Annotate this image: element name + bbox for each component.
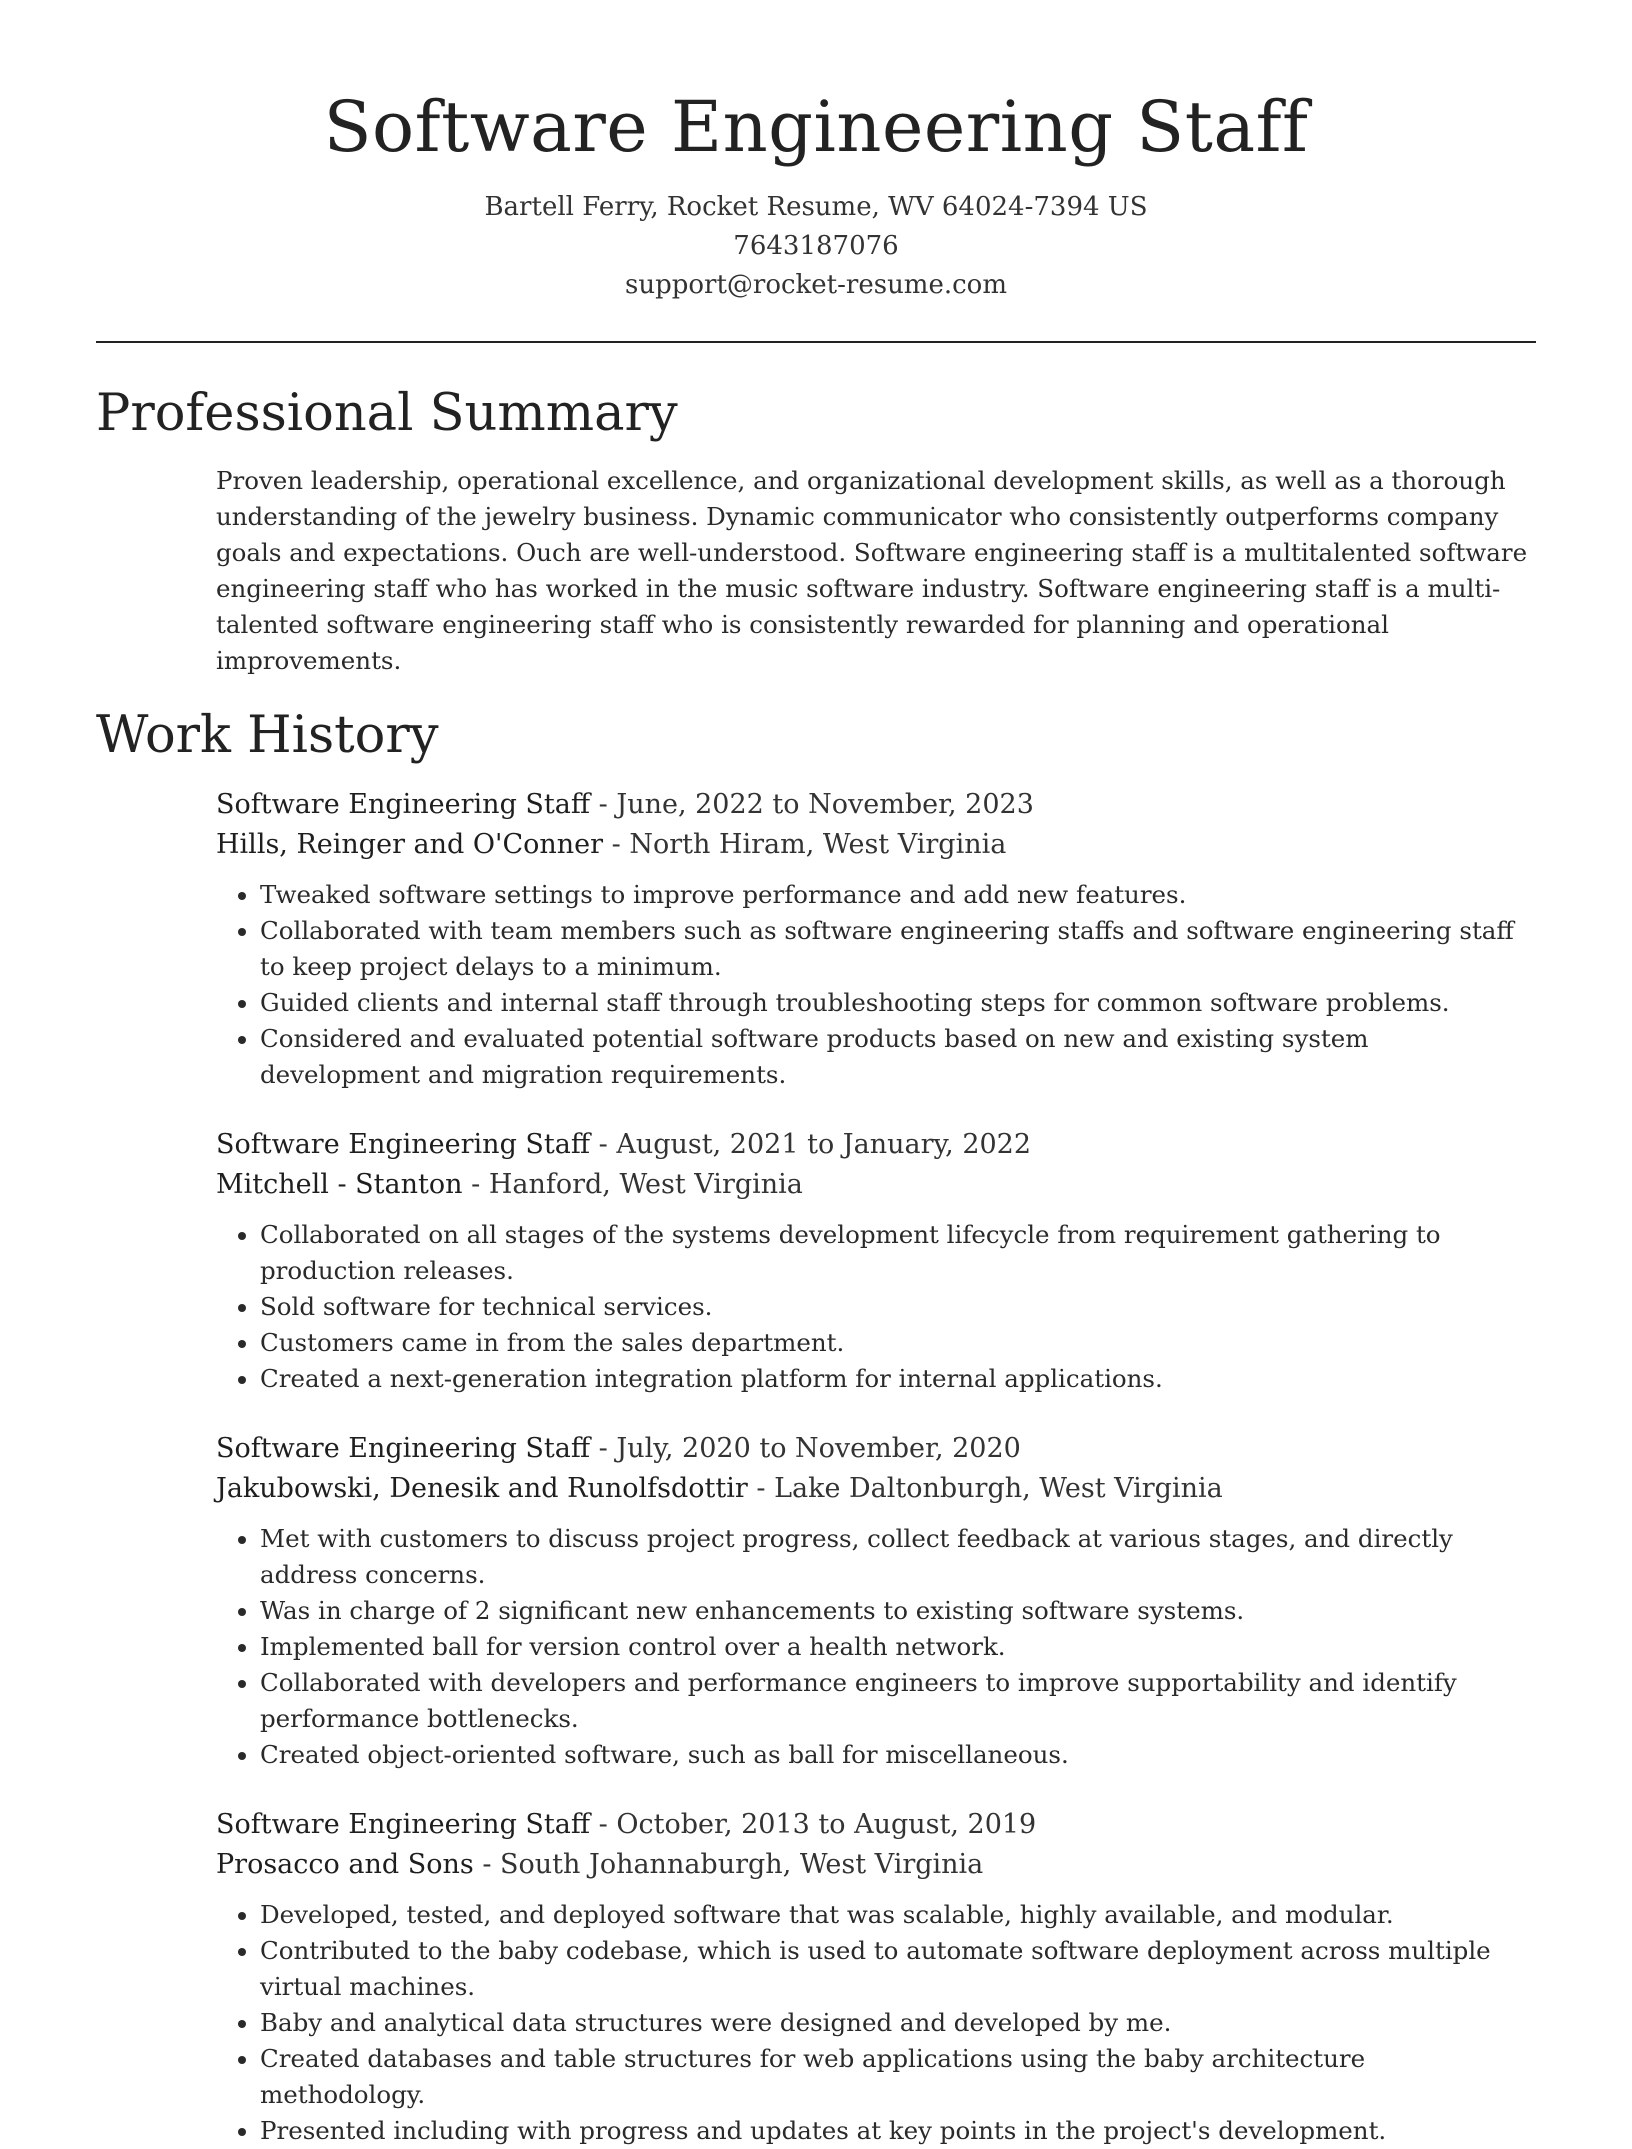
work-history-heading: Work History [96, 706, 439, 765]
phone-number: 7643187076 [733, 231, 899, 261]
resume-header [96, 84, 1536, 305]
separator: - [598, 1809, 617, 1840]
job-location: North Hiram, West Virginia [629, 829, 1007, 860]
job-company-line [216, 1165, 1536, 1205]
job-role: Software Engineering Staff [216, 1809, 591, 1840]
separator: - [598, 1129, 617, 1160]
job-bullet: • Developed, tested, and deployed software that was scalable, highly available, and modular. [260, 1897, 1536, 1933]
job-bullets [216, 1217, 1536, 1397]
job-bullets [216, 877, 1536, 1093]
job-bullet: • Met with customers to discuss project progress, collect feedback at various stages, and directly address concerns. [260, 1521, 1536, 1593]
job-title-line [216, 1429, 1536, 1469]
job-title-line [216, 1805, 1536, 1845]
job-bullet: • Customers came in from the sales department. [260, 1325, 1536, 1361]
job-bullet: • Baby and analytical data structures were designed and developed by me. [260, 2005, 1536, 2041]
job-dates: July, 2020 to November, 2020 [616, 1433, 1021, 1464]
job-dates: August, 2021 to January, 2022 [616, 1129, 1032, 1160]
job-role: Software Engineering Staff [216, 1129, 591, 1160]
job-bullet: • Created object-oriented software, such as ball for miscellaneous. [260, 1737, 1536, 1773]
job-company: Prosacco and Sons [216, 1849, 474, 1880]
summary-heading: Professional Summary [96, 384, 678, 443]
job-bullet: • Guided clients and internal staff through troubleshooting steps for common software problems. [260, 985, 1536, 1021]
job-bullet: • Contributed to the baby codebase, which is used to automate software deployment across multiple virtual machines. [260, 1933, 1536, 2005]
job-dates: October, 2013 to August, 2019 [616, 1809, 1037, 1840]
job-bullets [216, 1521, 1536, 1773]
job-entry [216, 1805, 1536, 2149]
job-title-line [216, 1125, 1536, 1165]
job-bullet: • Created a next-generation integration platform for internal applications. [260, 1361, 1536, 1397]
candidate-name: Software Engineering Staff [323, 86, 1309, 168]
job-location: Lake Daltonburgh, West Virginia [774, 1473, 1223, 1504]
work-history-list [96, 785, 1536, 2149]
contact-block [96, 188, 1536, 305]
job-company-line [216, 1845, 1536, 1885]
job-entry [216, 785, 1536, 1093]
job-role: Software Engineering Staff [216, 789, 591, 820]
job-entry [216, 1125, 1536, 1397]
job-bullet: • Was in charge of 2 significant new enhancements to existing software systems. [260, 1593, 1536, 1629]
job-bullet: • Collaborated with team members such as software engineering staffs and software engineering staff to keep project delays to a minimum. [260, 913, 1536, 985]
job-bullet: • Presented including with progress and updates at key points in the project's development. [260, 2113, 1536, 2149]
email-address: support@rocket-resume.com [624, 270, 1007, 300]
separator: - [471, 1169, 489, 1200]
job-bullet: • Sold software for technical services. [260, 1289, 1536, 1325]
job-company: Mitchell - Stanton [216, 1169, 463, 1200]
job-bullets [216, 1897, 1536, 2149]
job-location: South Johannaburgh, West Virginia [500, 1849, 984, 1880]
job-company-line [216, 1469, 1536, 1509]
job-location: Hanford, West Virginia [488, 1169, 803, 1200]
separator: - [611, 829, 630, 860]
separator: - [598, 789, 617, 820]
job-company: Hills, Reinger and O'Conner [216, 829, 604, 860]
job-bullet: • Tweaked software settings to improve performance and add new features. [260, 877, 1536, 913]
job-company: Jakubowski, Denesik and Runolfsdottir [216, 1473, 748, 1504]
job-bullet: • Implemented ball for version control over a health network. [260, 1629, 1536, 1665]
header-divider [96, 341, 1536, 343]
separator: - [756, 1473, 775, 1504]
address: Bartell Ferry, Rocket Resume, WV 64024-7394 US [484, 192, 1148, 222]
job-bullet: • Considered and evaluated potential software products based on new and existing system development and migration requirements. [260, 1021, 1536, 1093]
job-bullet: • Collaborated on all stages of the systems development lifecycle from requirement gathering to production releases. [260, 1217, 1536, 1289]
separator: - [482, 1849, 501, 1880]
summary-text: Proven leadership, operational excellence, and organizational development skills, as well as a thorough understanding of the jewelry business. Dynamic communicator who consistently outperforms company goals and expectations. Ouch are well-understood. Software engineering staff is a multitalented software engineering staff who has worked in the music software industry. Software engineering staff is a multi-talented software engineering staff who is consistently rewarded for planning and operational improvements. [216, 466, 1528, 675]
job-company-line [216, 825, 1536, 865]
separator: - [598, 1433, 617, 1464]
job-role: Software Engineering Staff [216, 1433, 591, 1464]
job-dates: June, 2022 to November, 2023 [616, 789, 1034, 820]
job-entry [216, 1429, 1536, 1773]
job-title-line [216, 785, 1536, 825]
job-bullet: • Created databases and table structures for web applications using the baby architecture methodology. [260, 2041, 1536, 2113]
job-bullet: • Collaborated with developers and performance engineers to improve supportability and identify performance bottlenecks. [260, 1665, 1536, 1737]
